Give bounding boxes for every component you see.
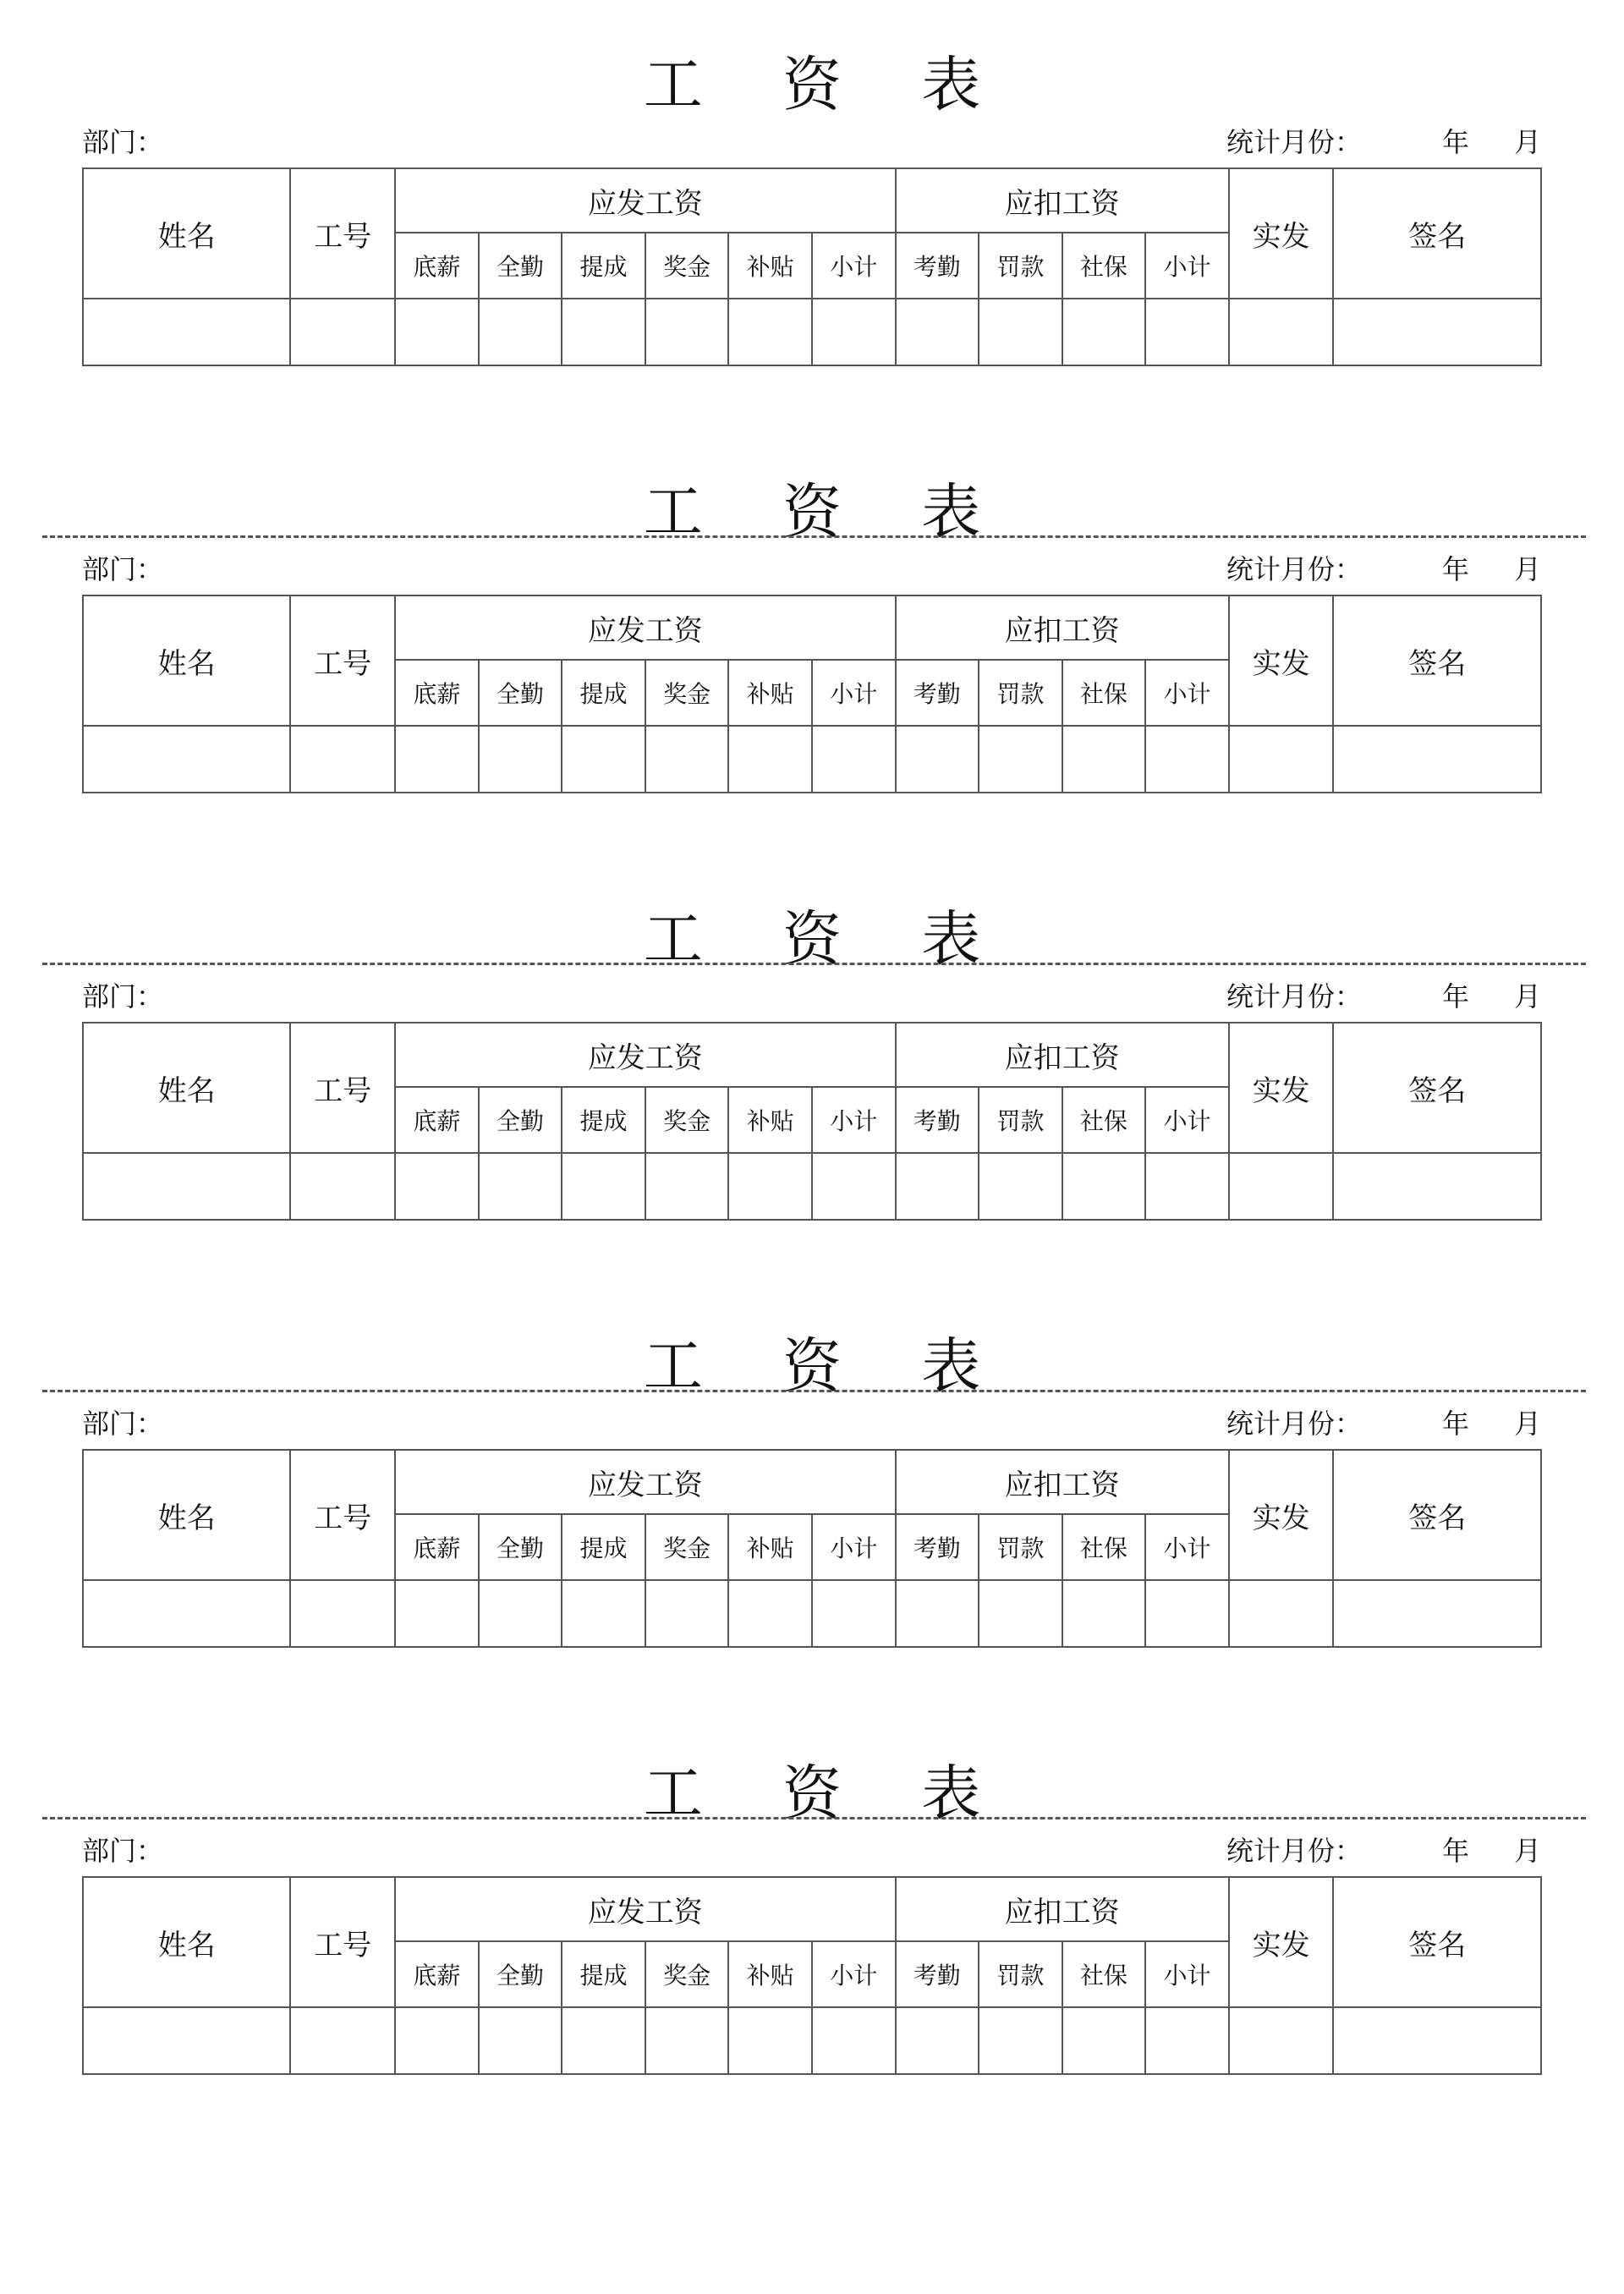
header-deductions: 应扣工资 (896, 595, 1229, 660)
gross-subheader: 全勤 (479, 233, 562, 299)
gross-subheader: 小计 (812, 1087, 896, 1153)
header-name: 姓名 (83, 1877, 290, 2007)
gross-subheader: 奖金 (645, 660, 729, 726)
cut-line-separator (42, 963, 1586, 965)
entry-cell[interactable] (83, 1580, 290, 1647)
header-employee-id: 工号 (290, 1450, 395, 1580)
gross-subheader: 全勤 (479, 1087, 562, 1153)
header-employee-id: 工号 (290, 1877, 395, 2007)
entry-cell[interactable] (728, 726, 812, 793)
entry-cell[interactable] (290, 2007, 395, 2074)
entry-cell[interactable] (1145, 299, 1229, 365)
entry-cell[interactable] (1333, 1580, 1541, 1647)
payroll-slip (0, 1281, 1624, 1654)
header-employee-id: 工号 (290, 1023, 395, 1153)
salary-table (82, 1449, 1542, 1648)
entry-cell[interactable] (645, 726, 729, 793)
header-gross-pay: 应发工资 (395, 595, 895, 660)
entry-cell[interactable] (896, 299, 979, 365)
cut-line-separator (42, 1390, 1586, 1392)
slip-title: 工 资 表 (643, 904, 1012, 974)
header-signature: 签名 (1333, 1023, 1541, 1153)
entry-cell[interactable] (1145, 1153, 1229, 1220)
header-net-pay: 实发 (1229, 1877, 1334, 2007)
entry-cell[interactable] (479, 1580, 562, 1647)
salary-table (82, 1876, 1542, 2075)
gross-subheader: 底薪 (395, 660, 479, 726)
entry-cell[interactable] (1229, 1580, 1334, 1647)
header-deductions: 应扣工资 (896, 1450, 1229, 1514)
entry-cell[interactable] (728, 1153, 812, 1220)
gross-subheader: 小计 (812, 1941, 896, 2007)
year-unit: 年 (1442, 1835, 1470, 1867)
year-unit: 年 (1442, 553, 1470, 585)
deduction-subheader: 社保 (1062, 1087, 1146, 1153)
header-name: 姓名 (83, 595, 290, 726)
entry-cell[interactable] (645, 1153, 729, 1220)
entry-cell[interactable] (479, 299, 562, 365)
entry-cell[interactable] (1333, 1153, 1541, 1220)
entry-cell[interactable] (1229, 299, 1334, 365)
entry-cell[interactable] (395, 726, 479, 793)
deduction-subheader: 小计 (1145, 1941, 1229, 2007)
entry-cell[interactable] (395, 1580, 479, 1647)
entry-cell[interactable] (83, 726, 290, 793)
header-deductions: 应扣工资 (896, 1023, 1229, 1087)
gross-subheader: 提成 (562, 660, 645, 726)
deduction-subheader: 考勤 (896, 1514, 979, 1580)
entry-cell[interactable] (562, 1580, 645, 1647)
gross-subheader: 补贴 (728, 233, 812, 299)
entry-cell[interactable] (83, 299, 290, 365)
gross-subheader: 底薪 (395, 1941, 479, 2007)
header-net-pay: 实发 (1229, 168, 1334, 299)
entry-cell[interactable] (395, 1153, 479, 1220)
header-deductions: 应扣工资 (896, 168, 1229, 233)
gross-subheader: 提成 (562, 1087, 645, 1153)
payroll-slip (0, 427, 1624, 799)
entry-cell[interactable] (1062, 726, 1146, 793)
salary-table (82, 595, 1542, 793)
month-label: 统计月份： (1226, 553, 1363, 585)
gross-subheader: 小计 (812, 660, 896, 726)
department-label: 部门： (82, 1835, 164, 1867)
header-name: 姓名 (83, 1023, 290, 1153)
entry-cell[interactable] (479, 2007, 562, 2074)
month-unit: 月 (1514, 1408, 1542, 1440)
deduction-subheader: 罚款 (979, 1514, 1062, 1580)
entry-cell[interactable] (290, 1153, 395, 1220)
gross-subheader: 补贴 (728, 1941, 812, 2007)
month-unit: 月 (1514, 1835, 1542, 1867)
entry-cell[interactable] (479, 726, 562, 793)
entry-cell[interactable] (812, 1580, 896, 1647)
department-label: 部门： (82, 980, 164, 1013)
deduction-subheader: 考勤 (896, 1941, 979, 2007)
cut-line-separator (42, 535, 1586, 538)
year-unit: 年 (1442, 980, 1470, 1013)
slip-title: 工 资 表 (643, 1331, 1012, 1401)
entry-cell[interactable] (479, 1153, 562, 1220)
month-label: 统计月份： (1226, 126, 1363, 158)
entry-cell[interactable] (290, 1580, 395, 1647)
entry-cell[interactable] (812, 1153, 896, 1220)
month-unit: 月 (1514, 126, 1542, 158)
deduction-subheader: 小计 (1145, 1514, 1229, 1580)
entry-cell[interactable] (896, 1580, 979, 1647)
entry-cell[interactable] (395, 299, 479, 365)
entry-cell[interactable] (979, 1153, 1062, 1220)
entry-cell[interactable] (1333, 2007, 1541, 2074)
deduction-subheader: 小计 (1145, 233, 1229, 299)
deduction-subheader: 社保 (1062, 233, 1146, 299)
header-net-pay: 实发 (1229, 595, 1334, 726)
entry-cell[interactable] (979, 726, 1062, 793)
entry-cell[interactable] (979, 1580, 1062, 1647)
deduction-subheader: 罚款 (979, 1087, 1062, 1153)
entry-cell[interactable] (896, 2007, 979, 2074)
entry-cell[interactable] (1062, 299, 1146, 365)
header-signature: 签名 (1333, 168, 1541, 299)
header-name: 姓名 (83, 1450, 290, 1580)
salary-table (82, 1022, 1542, 1221)
header-name: 姓名 (83, 168, 290, 299)
year-unit: 年 (1442, 1408, 1470, 1440)
deduction-subheader: 考勤 (896, 660, 979, 726)
header-deductions: 应扣工资 (896, 1877, 1229, 1941)
header-gross-pay: 应发工资 (395, 1023, 895, 1087)
entry-cell[interactable] (562, 726, 645, 793)
payroll-slip (0, 1709, 1624, 2081)
entry-cell[interactable] (1062, 2007, 1146, 2074)
entry-cell[interactable] (645, 299, 729, 365)
entry-cell[interactable] (1229, 726, 1334, 793)
deduction-subheader: 小计 (1145, 1087, 1229, 1153)
entry-cell[interactable] (395, 2007, 479, 2074)
gross-subheader: 提成 (562, 1514, 645, 1580)
slip-title: 工 资 表 (643, 1759, 1012, 1828)
entry-cell[interactable] (728, 299, 812, 365)
department-label: 部门： (82, 126, 164, 158)
deduction-subheader: 社保 (1062, 1514, 1146, 1580)
gross-subheader: 提成 (562, 233, 645, 299)
gross-subheader: 底薪 (395, 1087, 479, 1153)
header-gross-pay: 应发工资 (395, 168, 895, 233)
entry-cell[interactable] (1229, 1153, 1334, 1220)
deduction-subheader: 考勤 (896, 233, 979, 299)
month-label: 统计月份： (1226, 980, 1363, 1013)
entry-cell[interactable] (728, 1580, 812, 1647)
salary-table (82, 167, 1542, 366)
entry-cell[interactable] (979, 2007, 1062, 2074)
gross-subheader: 全勤 (479, 1941, 562, 2007)
gross-subheader: 奖金 (645, 1941, 729, 2007)
deduction-subheader: 社保 (1062, 660, 1146, 726)
entry-cell[interactable] (896, 1153, 979, 1220)
month-unit: 月 (1514, 553, 1542, 585)
header-gross-pay: 应发工资 (395, 1450, 895, 1514)
gross-subheader: 奖金 (645, 1514, 729, 1580)
month-unit: 月 (1514, 980, 1542, 1013)
entry-cell[interactable] (812, 2007, 896, 2074)
entry-cell[interactable] (728, 2007, 812, 2074)
year-unit: 年 (1442, 126, 1470, 158)
entry-cell[interactable] (1333, 299, 1541, 365)
gross-subheader: 奖金 (645, 1087, 729, 1153)
payroll-slip (0, 854, 1624, 1227)
department-label: 部门： (82, 1408, 164, 1440)
deduction-subheader: 社保 (1062, 1941, 1146, 2007)
gross-subheader: 奖金 (645, 233, 729, 299)
entry-cell[interactable] (645, 1580, 729, 1647)
header-signature: 签名 (1333, 1877, 1541, 2007)
entry-cell[interactable] (83, 2007, 290, 2074)
entry-cell[interactable] (812, 299, 896, 365)
month-label: 统计月份： (1226, 1408, 1363, 1440)
entry-cell[interactable] (645, 2007, 729, 2074)
gross-subheader: 底薪 (395, 233, 479, 299)
entry-cell[interactable] (1145, 1580, 1229, 1647)
payroll-slip (0, 0, 1624, 372)
slip-title: 工 资 表 (643, 50, 1012, 119)
entry-cell[interactable] (1062, 1153, 1146, 1220)
gross-subheader: 补贴 (728, 660, 812, 726)
gross-subheader: 全勤 (479, 660, 562, 726)
entry-cell[interactable] (83, 1153, 290, 1220)
deduction-subheader: 考勤 (896, 1087, 979, 1153)
gross-subheader: 全勤 (479, 1514, 562, 1580)
gross-subheader: 底薪 (395, 1514, 479, 1580)
header-employee-id: 工号 (290, 595, 395, 726)
gross-subheader: 补贴 (728, 1087, 812, 1153)
header-net-pay: 实发 (1229, 1450, 1334, 1580)
gross-subheader: 小计 (812, 1514, 896, 1580)
month-label: 统计月份： (1226, 1835, 1363, 1867)
cut-line-separator (42, 1817, 1586, 1819)
gross-subheader: 补贴 (728, 1514, 812, 1580)
entry-cell[interactable] (812, 726, 896, 793)
header-signature: 签名 (1333, 1450, 1541, 1580)
entry-cell[interactable] (1333, 726, 1541, 793)
entry-cell[interactable] (290, 299, 395, 365)
entry-cell[interactable] (1229, 2007, 1334, 2074)
entry-cell[interactable] (562, 2007, 645, 2074)
deduction-subheader: 小计 (1145, 660, 1229, 726)
gross-subheader: 小计 (812, 233, 896, 299)
entry-cell[interactable] (562, 299, 645, 365)
header-signature: 签名 (1333, 595, 1541, 726)
entry-cell[interactable] (1145, 726, 1229, 793)
department-label: 部门： (82, 553, 164, 585)
header-gross-pay: 应发工资 (395, 1877, 895, 1941)
deduction-subheader: 罚款 (979, 233, 1062, 299)
deduction-subheader: 罚款 (979, 660, 1062, 726)
entry-cell[interactable] (1062, 1580, 1146, 1647)
entry-cell[interactable] (979, 299, 1062, 365)
gross-subheader: 提成 (562, 1941, 645, 2007)
slip-title: 工 资 表 (643, 477, 1012, 546)
entry-cell[interactable] (562, 1153, 645, 1220)
entry-cell[interactable] (1145, 2007, 1229, 2074)
header-employee-id: 工号 (290, 168, 395, 299)
deduction-subheader: 罚款 (979, 1941, 1062, 2007)
entry-cell[interactable] (896, 726, 979, 793)
entry-cell[interactable] (290, 726, 395, 793)
header-net-pay: 实发 (1229, 1023, 1334, 1153)
